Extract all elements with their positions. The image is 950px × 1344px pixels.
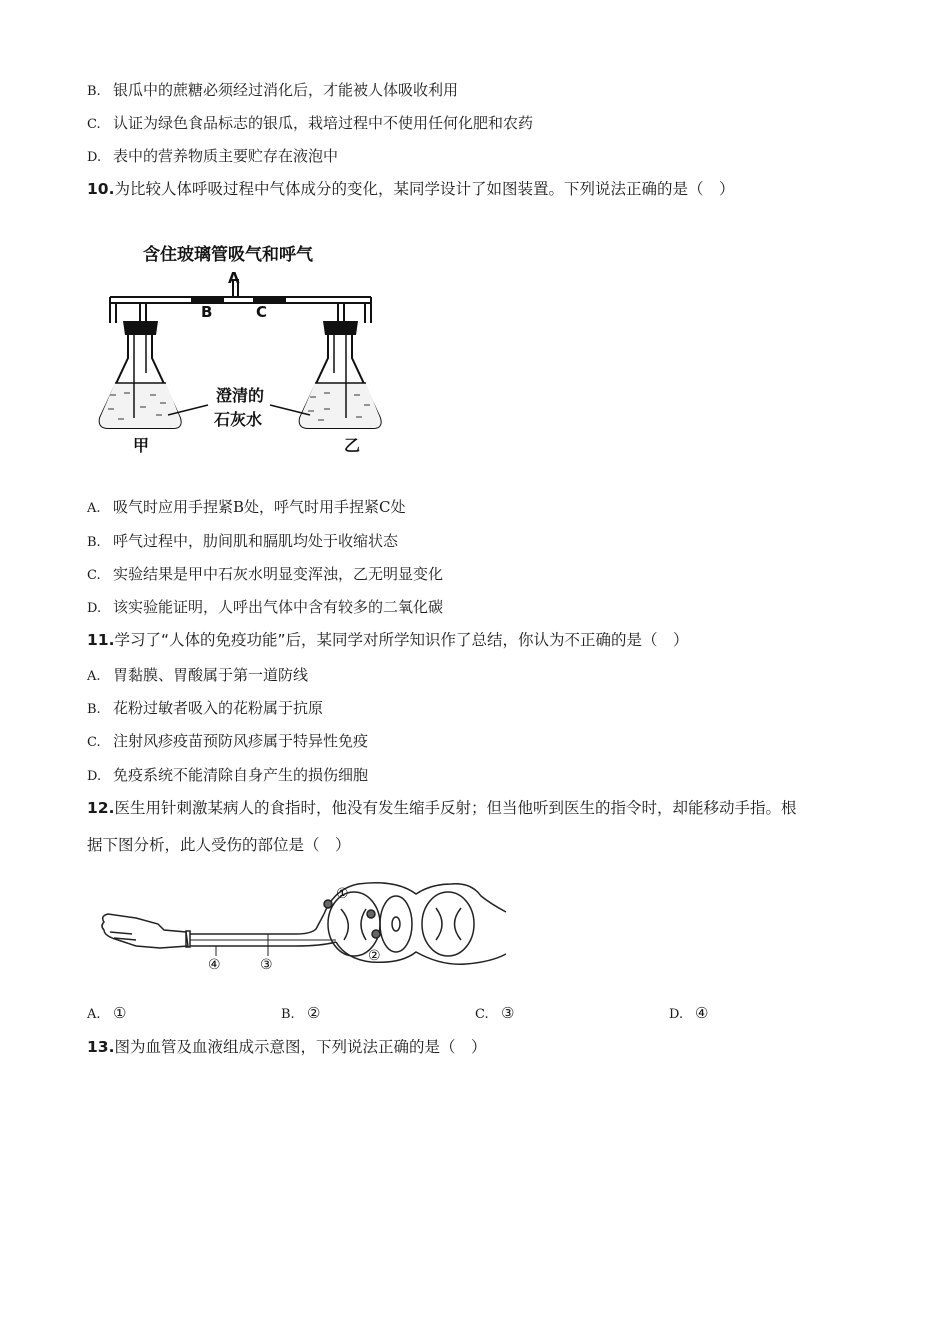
question-number: 10.: [87, 180, 115, 198]
option-text: 吸气时应用手捏紧B处，呼气时用手捏紧C处: [113, 498, 406, 516]
q12-option-b: [281, 1003, 320, 1025]
hand-drawing: [102, 914, 190, 948]
option-text: 注射风疹疫苗预防风疹属于特异性免疫: [113, 732, 369, 750]
option-label: A.: [87, 501, 101, 516]
option-text: 花粉过敏者吸入的花粉属于抗原: [113, 699, 324, 717]
option-label: A.: [87, 669, 101, 684]
q12-stem-line2: [87, 835, 351, 855]
option-text: 表中的营养物质主要贮存在液泡中: [113, 147, 339, 165]
reflex-arc-figure: [96, 874, 510, 974]
figure-title: 含住玻璃管吸气和呼气: [143, 245, 313, 265]
option-label: D.: [669, 1007, 684, 1022]
flask-yi-label: 乙: [344, 436, 361, 455]
label-c: C: [256, 303, 268, 321]
q9-option-b: [87, 80, 458, 102]
question-text: 图为血管及血液组成示意图，下列说法正确的是（ ）: [114, 1038, 487, 1056]
label-a: A: [228, 269, 240, 287]
question-text: 据下图分析，此人受伤的部位是（ ）: [87, 836, 351, 854]
q12-option-a: [87, 1003, 126, 1025]
q10-option-a: [87, 497, 406, 519]
spinal-cord-drawing: [324, 883, 506, 965]
option-label: B.: [87, 84, 101, 99]
option-label: B.: [281, 1007, 295, 1022]
q10-option-c: [87, 564, 443, 586]
option-text: 呼气过程中，肋间肌和膈肌均处于收缩状态: [113, 532, 399, 550]
option-label: B.: [87, 702, 101, 717]
flask-jia: [100, 321, 181, 428]
question-text: 学习了“人体的免疫功能”后，某同学对所学知识作了总结，你认为不正确的是（ ）: [114, 631, 689, 649]
question-number: 12.: [87, 799, 115, 817]
q11-option-b: [87, 698, 323, 720]
option-label: C.: [87, 568, 101, 583]
option-text: 该实验能证明，人呼出气体中含有较多的二氧化碳: [113, 598, 444, 616]
option-text: 认证为绿色食品标志的银瓜，栽培过程中不使用任何化肥和农药: [113, 114, 534, 132]
question-text: 医生用针刺激某病人的食指时，他没有发生缩手反射；但当他听到医生的指令时，却能移动手指。根: [114, 799, 797, 817]
q10-stem: [87, 179, 734, 199]
question-number: 13.: [87, 1038, 115, 1056]
option-text: 实验结果是甲中石灰水明显变浑浊，乙无明显变化: [113, 565, 444, 583]
option-label: C.: [475, 1007, 489, 1022]
marker-4: ④: [208, 957, 221, 973]
flask-yi: [300, 321, 381, 428]
marker-1: ①: [336, 886, 349, 902]
option-text: ①: [113, 1004, 127, 1022]
marker-3: ③: [260, 957, 273, 973]
q9-option-c: [87, 113, 533, 135]
option-label: B.: [87, 535, 101, 550]
q11-stem: [87, 630, 689, 650]
q12-option-c: [475, 1003, 514, 1025]
flask-jia-label: 甲: [133, 436, 150, 455]
question-number: 11.: [87, 631, 115, 649]
option-text: 胃黏膜、胃酸属于第一道防线: [113, 666, 309, 684]
option-label: C.: [87, 117, 101, 132]
liquid-label-line2: 石灰水: [214, 410, 263, 429]
option-text: 免疫系统不能清除自身产生的损伤细胞: [113, 766, 369, 784]
option-label: A.: [87, 1007, 101, 1022]
q13-stem: [87, 1037, 486, 1057]
question-text: 为比较人体呼吸过程中气体成分的变化，某同学设计了如图装置。下列说法正确的是（ ）: [114, 180, 735, 198]
q10-option-b: [87, 531, 398, 553]
option-label: D.: [87, 769, 102, 784]
label-b: B: [201, 303, 213, 321]
q10-option-d: [87, 597, 443, 619]
option-text: ③: [501, 1004, 515, 1022]
q11-option-d: [87, 765, 368, 787]
breathing-apparatus-figure: [88, 213, 410, 465]
option-text: 银瓜中的蔗糖必须经过消化后，才能被人体吸收利用: [113, 81, 459, 99]
q11-option-c: [87, 731, 368, 753]
q12-option-d: [669, 1003, 708, 1025]
q9-option-d: [87, 146, 338, 168]
q11-option-a: [87, 665, 308, 687]
liquid-label-line1: 澄清的: [216, 386, 265, 405]
q12-stem-line1: [87, 798, 796, 818]
option-label: D.: [87, 150, 102, 165]
option-label: D.: [87, 601, 102, 616]
option-text: ④: [695, 1004, 709, 1022]
marker-2: ②: [368, 948, 381, 964]
option-text: ②: [307, 1004, 321, 1022]
option-label: C.: [87, 735, 101, 750]
